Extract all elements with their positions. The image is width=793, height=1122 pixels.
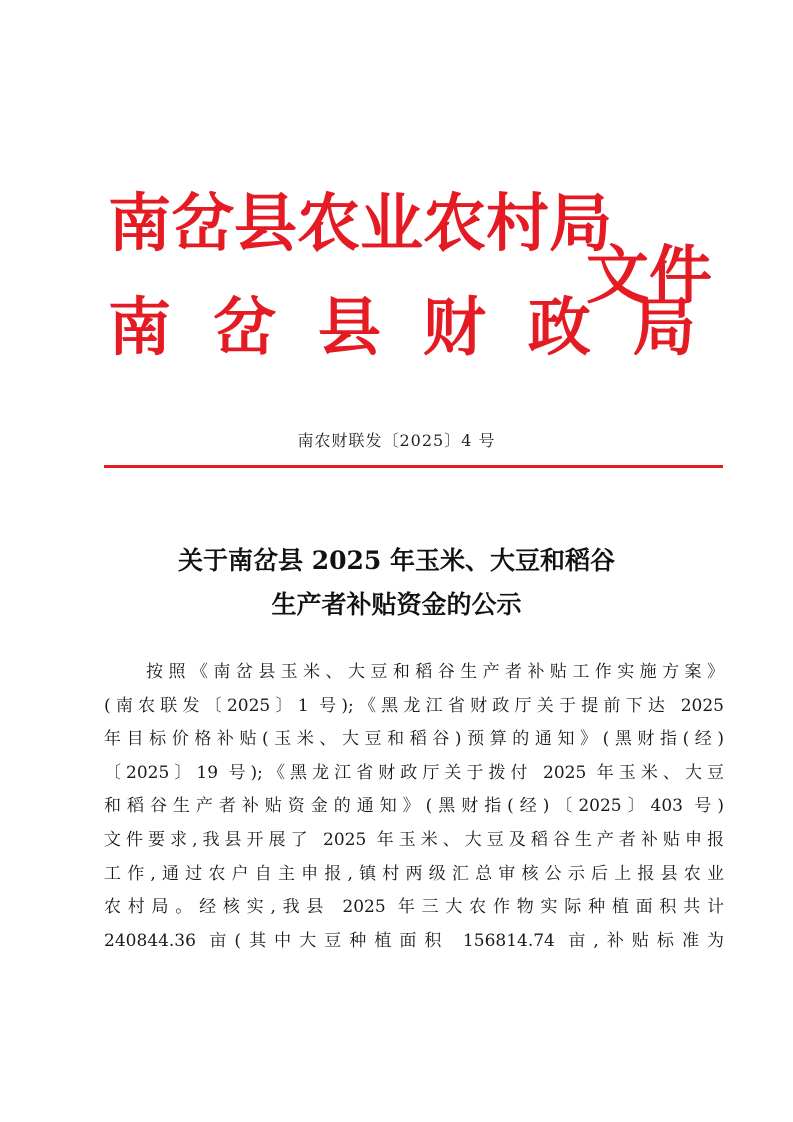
body-line: 〔2025〕19 号);《黑龙江省财政厅关于拨付 2025 年玉米、大豆	[104, 762, 724, 783]
document-body	[104, 656, 724, 958]
document-title-line-2: 生产者补贴资金的公示	[271, 590, 522, 619]
body-line: 工作,通过农户自主申报,镇村两级汇总审核公示后上报县农业	[104, 863, 724, 884]
body-line: 文件要求,我县开展了 2025 年玉米、大豆及稻谷生产者补贴申报	[104, 829, 724, 850]
body-line: 农村局。经核实,我县 2025 年三大农作物实际种植面积共计	[104, 897, 724, 918]
document-type-label: 文件	[586, 238, 712, 312]
body-line: 年目标价格补贴(玉米、大豆和稻谷)预算的通知》(黑财指(经)	[104, 729, 724, 750]
document-number: 南农财联发〔2025〕4 号	[297, 431, 496, 450]
body-line: 按照《南岔县玉米、大豆和稻谷生产者补贴工作实施方案》	[146, 662, 724, 682]
body-line: 和稻谷生产者补贴资金的通知》(黑财指(经)〔2025〕403 号)	[104, 796, 724, 817]
body-line: 240844.36 亩(其中大豆种植面积 156814.74 亩,补贴标准为	[104, 930, 724, 951]
body-line: (南农联发〔2025〕1 号);《黑龙江省财政厅关于提前下达 2025	[104, 695, 724, 716]
document-header	[0, 0, 793, 470]
issuer-finance-bureau: 南 岔 县 财 政 局	[108, 290, 706, 364]
issuer-agriculture-bureau: 南岔县农业农村局	[108, 186, 612, 260]
document-title-line-1: 关于南岔县 2025 年玉米、大豆和稻谷	[178, 546, 615, 575]
red-divider-line	[104, 465, 723, 468]
